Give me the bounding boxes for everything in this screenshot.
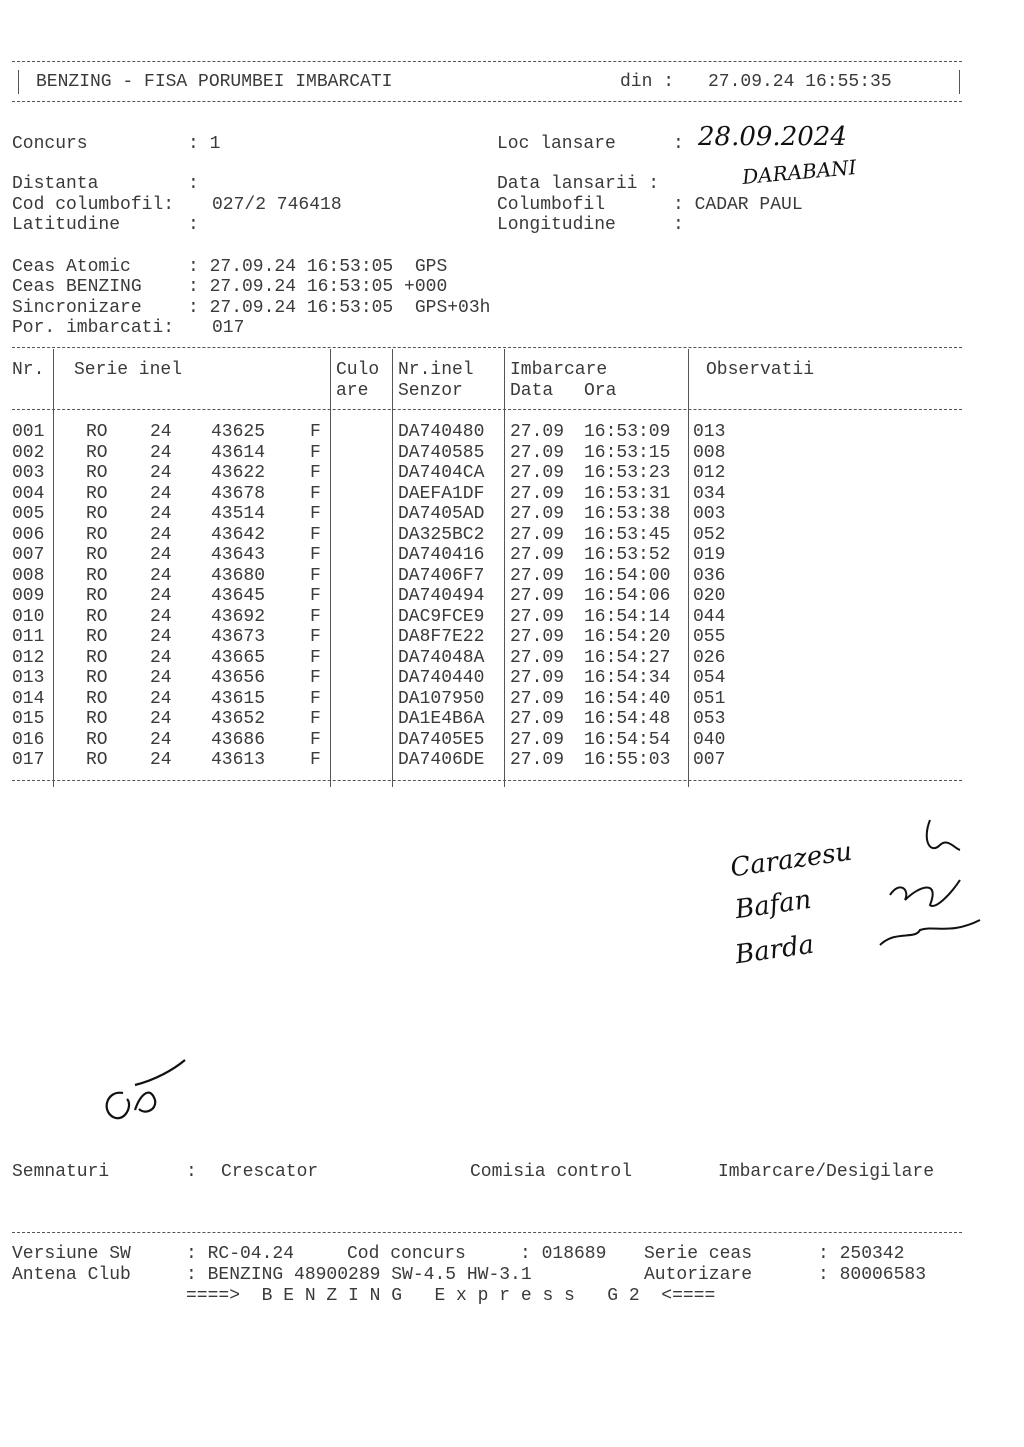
row-sex: F [310, 504, 321, 524]
row-year: 24 [150, 586, 172, 606]
row-date: 27.09 [510, 627, 565, 647]
row-time: 16:54:20 [584, 627, 671, 647]
table-header-rule [12, 409, 962, 410]
witness-signature-marks [860, 810, 990, 960]
header-serie-inel: Serie inel [74, 360, 183, 380]
row-sex: F [310, 422, 321, 442]
row-sensor: DA8F7E22 [398, 627, 485, 647]
row-sensor: DA740585 [398, 442, 485, 463]
row-date: 27.09 [510, 442, 565, 463]
row-country: RO [86, 524, 108, 545]
row-observation: 003 [693, 504, 726, 524]
row-sex: F [310, 729, 321, 750]
cod-columbofil-label: Cod columbofil: [12, 195, 175, 215]
header-observatii: Observatii [706, 360, 815, 380]
row-sex: F [310, 483, 321, 504]
row-country: RO [86, 750, 108, 770]
row-observation: 055 [693, 627, 726, 647]
porumbei-imbarcati-value: 017 [212, 318, 245, 338]
row-sensor: DAEFA1DF [398, 483, 485, 504]
row-ring-number: 43652 [211, 709, 266, 729]
row-nr: 017 [12, 750, 45, 770]
table-row [0, 730, 1000, 750]
handwritten-witness-2: Bafan [733, 884, 814, 926]
porumbei-imbarcati-label: Por. imbarcati: [12, 318, 175, 338]
row-sensor: DA325BC2 [398, 524, 485, 545]
footer-rule [12, 1232, 962, 1233]
row-sensor: DA740416 [398, 545, 485, 565]
handwritten-release-place: DARABANI [741, 155, 858, 189]
row-ring-number: 43622 [211, 463, 266, 483]
antena-club-label: Antena Club [12, 1265, 131, 1285]
row-sex: F [310, 545, 321, 565]
semnaturi-sep: : [186, 1162, 197, 1182]
table-row [0, 750, 1000, 770]
row-time: 16:54:54 [584, 729, 671, 750]
table-row [0, 668, 1000, 688]
row-time: 16:54:06 [584, 586, 671, 606]
row-ring-number: 43645 [211, 586, 266, 606]
row-ring-number: 43614 [211, 442, 266, 463]
cod-columbofil-value: 027/2 746418 [212, 195, 342, 215]
row-observation: 052 [693, 524, 726, 545]
row-observation: 054 [693, 668, 726, 688]
sincronizare-value: : 27.09.24 16:53:05 GPS+03h [188, 298, 491, 318]
row-nr: 014 [12, 688, 45, 709]
row-date: 27.09 [510, 647, 565, 668]
row-year: 24 [150, 565, 172, 586]
header-senzor: Senzor [398, 381, 463, 401]
row-country: RO [86, 586, 108, 606]
distanta-label: Distanta [12, 174, 99, 194]
row-sex: F [310, 565, 321, 586]
row-year: 24 [150, 709, 172, 729]
row-time: 16:53:45 [584, 524, 671, 545]
row-ring-number: 43625 [211, 422, 266, 442]
row-country: RO [86, 442, 108, 463]
row-ring-number: 43673 [211, 627, 266, 647]
row-sensor: DA107950 [398, 688, 485, 709]
distanta-value: : [188, 174, 199, 194]
signature-comisia-control: Comisia control [470, 1162, 633, 1182]
row-sex: F [310, 750, 321, 770]
row-year: 24 [150, 688, 172, 709]
table-row [0, 566, 1000, 586]
row-sensor: DA7406DE [398, 750, 485, 770]
row-sensor: DA74048A [398, 647, 485, 668]
row-observation: 034 [693, 483, 726, 504]
header-culoare-top: Culo [336, 360, 380, 380]
row-date: 27.09 [510, 750, 565, 770]
ceas-atomic-value: : 27.09.24 16:53:05 GPS [188, 257, 448, 277]
row-observation: 008 [693, 442, 726, 463]
serie-ceas-value: : 250342 [818, 1244, 905, 1264]
row-ring-number: 43643 [211, 545, 266, 565]
row-time: 16:54:40 [584, 688, 671, 709]
row-year: 24 [150, 668, 172, 688]
row-country: RO [86, 422, 108, 442]
row-sex: F [310, 709, 321, 729]
row-observation: 051 [693, 688, 726, 709]
row-year: 24 [150, 442, 172, 463]
row-sensor: DA7405AD [398, 504, 485, 524]
row-sex: F [310, 442, 321, 463]
row-observation: 044 [693, 606, 726, 627]
row-date: 27.09 [510, 463, 565, 483]
row-sex: F [310, 606, 321, 627]
row-date: 27.09 [510, 709, 565, 729]
row-date: 27.09 [510, 483, 565, 504]
row-nr: 004 [12, 483, 45, 504]
row-sensor: DA740440 [398, 668, 485, 688]
header-data: Data [510, 381, 554, 401]
row-nr: 005 [12, 504, 45, 524]
row-ring-number: 43665 [211, 647, 266, 668]
row-nr: 001 [12, 422, 45, 442]
columbofil-label: Columbofil [497, 195, 606, 215]
table-row [0, 525, 1000, 545]
ceas-benzing-label: Ceas BENZING [12, 277, 142, 297]
concurs-value: : 1 [188, 134, 221, 154]
row-time: 16:53:31 [584, 483, 671, 504]
row-time: 16:53:15 [584, 442, 671, 463]
row-observation: 026 [693, 647, 726, 668]
row-date: 27.09 [510, 504, 565, 524]
row-nr: 003 [12, 463, 45, 483]
table-row [0, 648, 1000, 668]
row-observation: 012 [693, 463, 726, 483]
table-row [0, 422, 1000, 442]
table-row [0, 463, 1000, 483]
versiune-sw-label: Versiune SW [12, 1244, 131, 1264]
row-year: 24 [150, 647, 172, 668]
row-nr: 007 [12, 545, 45, 565]
row-sensor: DA7404CA [398, 463, 485, 483]
row-year: 24 [150, 729, 172, 750]
row-observation: 036 [693, 565, 726, 586]
row-ring-number: 43613 [211, 750, 266, 770]
row-time: 16:53:09 [584, 422, 671, 442]
row-date: 27.09 [510, 586, 565, 606]
handwritten-witness-1: Carazesu [728, 836, 854, 884]
row-sex: F [310, 463, 321, 483]
cod-concurs-label: Cod concurs [347, 1244, 466, 1264]
header-nr-inel: Nr.inel [398, 360, 474, 380]
row-year: 24 [150, 545, 172, 565]
data-lansarii-label: Data lansarii : [497, 174, 660, 194]
row-nr: 013 [12, 668, 45, 688]
row-time: 16:53:23 [584, 463, 671, 483]
row-nr: 002 [12, 442, 45, 463]
header-bottom-rule [12, 101, 962, 102]
row-year: 24 [150, 504, 172, 524]
row-sex: F [310, 668, 321, 688]
row-ring-number: 43514 [211, 504, 266, 524]
row-nr: 015 [12, 709, 45, 729]
table-row [0, 504, 1000, 524]
row-country: RO [86, 627, 108, 647]
longitudine-label: Longitudine [497, 215, 616, 235]
row-country: RO [86, 504, 108, 524]
row-date: 27.09 [510, 668, 565, 688]
row-date: 27.09 [510, 729, 565, 750]
issued-label: din : [620, 72, 675, 92]
row-sensor: DA7406F7 [398, 565, 485, 586]
row-nr: 009 [12, 586, 45, 606]
row-year: 24 [150, 463, 172, 483]
row-observation: 019 [693, 545, 726, 565]
row-country: RO [86, 668, 108, 688]
header-nr: Nr. [12, 360, 45, 380]
row-nr: 010 [12, 606, 45, 627]
latitudine-value: : [188, 215, 199, 235]
row-observation: 053 [693, 709, 726, 729]
row-sex: F [310, 586, 321, 606]
row-year: 24 [150, 627, 172, 647]
latitudine-label: Latitudine [12, 215, 121, 235]
handwritten-release-date: 28.09.2024 [698, 122, 847, 152]
row-ring-number: 43656 [211, 668, 266, 688]
row-sex: F [310, 688, 321, 709]
ceas-benzing-value: : 27.09.24 16:53:05 +000 [188, 277, 448, 297]
table-row [0, 545, 1000, 565]
row-date: 27.09 [510, 524, 565, 545]
table-row [0, 607, 1000, 627]
row-time: 16:54:27 [584, 647, 671, 668]
row-country: RO [86, 463, 108, 483]
row-country: RO [86, 545, 108, 565]
table-row [0, 627, 1000, 647]
row-ring-number: 43686 [211, 729, 266, 750]
row-ring-number: 43692 [211, 606, 266, 627]
semnaturi-label: Semnaturi [12, 1162, 110, 1182]
row-sex: F [310, 627, 321, 647]
row-observation: 040 [693, 729, 726, 750]
loc-lansare-label: Loc lansare [497, 134, 616, 154]
cod-concurs-value: : 018689 [520, 1244, 607, 1264]
row-nr: 012 [12, 647, 45, 668]
table-row [0, 689, 1000, 709]
row-sex: F [310, 647, 321, 668]
row-country: RO [86, 647, 108, 668]
sincronizare-label: Sincronizare [12, 298, 142, 318]
row-sensor: DA7405E5 [398, 729, 485, 750]
issued-timestamp: 27.09.24 16:55:35 [708, 72, 892, 92]
row-date: 27.09 [510, 422, 565, 442]
row-time: 16:55:03 [584, 750, 671, 770]
header-imbarcare: Imbarcare [510, 360, 608, 380]
row-ring-number: 43678 [211, 483, 266, 504]
row-ring-number: 43615 [211, 688, 266, 709]
row-sensor: DAC9FCE9 [398, 606, 485, 627]
columbofil-value: : CADAR PAUL [673, 195, 803, 215]
loc-lansare-sep: : [673, 134, 684, 154]
serie-ceas-label: Serie ceas [644, 1244, 753, 1264]
row-year: 24 [150, 606, 172, 627]
row-nr: 006 [12, 524, 45, 545]
row-nr: 008 [12, 565, 45, 586]
row-country: RO [86, 606, 108, 627]
autorizare-label: Autorizare [644, 1265, 753, 1285]
header-top-rule [12, 61, 962, 62]
document-title: BENZING - FISA PORUMBEI IMBARCATI [36, 72, 393, 92]
row-time: 16:53:38 [584, 504, 671, 524]
row-ring-number: 43642 [211, 524, 266, 545]
row-observation: 013 [693, 422, 726, 442]
row-date: 27.09 [510, 606, 565, 627]
table-row [0, 484, 1000, 504]
row-year: 24 [150, 524, 172, 545]
row-year: 24 [150, 483, 172, 504]
row-sex: F [310, 524, 321, 545]
row-sensor: DA740480 [398, 422, 485, 442]
header-right-border [959, 70, 960, 94]
row-country: RO [86, 565, 108, 586]
row-ring-number: 43680 [211, 565, 266, 586]
table-row [0, 586, 1000, 606]
row-observation: 007 [693, 750, 726, 770]
row-time: 16:54:34 [584, 668, 671, 688]
row-observation: 020 [693, 586, 726, 606]
handwritten-witness-3: Barda [733, 929, 816, 971]
row-date: 27.09 [510, 565, 565, 586]
table-row [0, 709, 1000, 729]
crescator-signature [95, 1055, 195, 1125]
longitudine-value: : [673, 215, 684, 235]
table-bottom-rule [12, 780, 962, 781]
row-time: 16:54:48 [584, 709, 671, 729]
row-date: 27.09 [510, 688, 565, 709]
benzing-express-banner: ====> B E N Z I N G E x p r e s s G 2 <==== [186, 1286, 716, 1306]
row-sensor: DA1E4B6A [398, 709, 485, 729]
row-year: 24 [150, 422, 172, 442]
row-date: 27.09 [510, 545, 565, 565]
signature-crescator: Crescator [221, 1162, 319, 1182]
row-country: RO [86, 688, 108, 709]
row-year: 24 [150, 750, 172, 770]
table-row [0, 443, 1000, 463]
header-left-border [18, 70, 19, 94]
signature-imbarcare-desigilare: Imbarcare/Desigilare [718, 1162, 935, 1182]
row-time: 16:53:52 [584, 545, 671, 565]
row-time: 16:54:14 [584, 606, 671, 627]
versiune-sw-value: : RC-04.24 [186, 1244, 295, 1264]
row-country: RO [86, 483, 108, 504]
row-nr: 011 [12, 627, 45, 647]
row-country: RO [86, 729, 108, 750]
table-top-rule [12, 347, 962, 348]
row-time: 16:54:00 [584, 565, 671, 586]
concurs-label: Concurs [12, 134, 88, 154]
autorizare-value: : 80006583 [818, 1265, 927, 1285]
ceas-atomic-label: Ceas Atomic [12, 257, 131, 277]
header-ora: Ora [584, 381, 617, 401]
header-culoare-bottom: are [336, 381, 369, 401]
antena-club-value: : BENZING 48900289 SW-4.5 HW-3.1 [186, 1265, 532, 1285]
row-country: RO [86, 709, 108, 729]
row-nr: 016 [12, 729, 45, 750]
row-sensor: DA740494 [398, 586, 485, 606]
